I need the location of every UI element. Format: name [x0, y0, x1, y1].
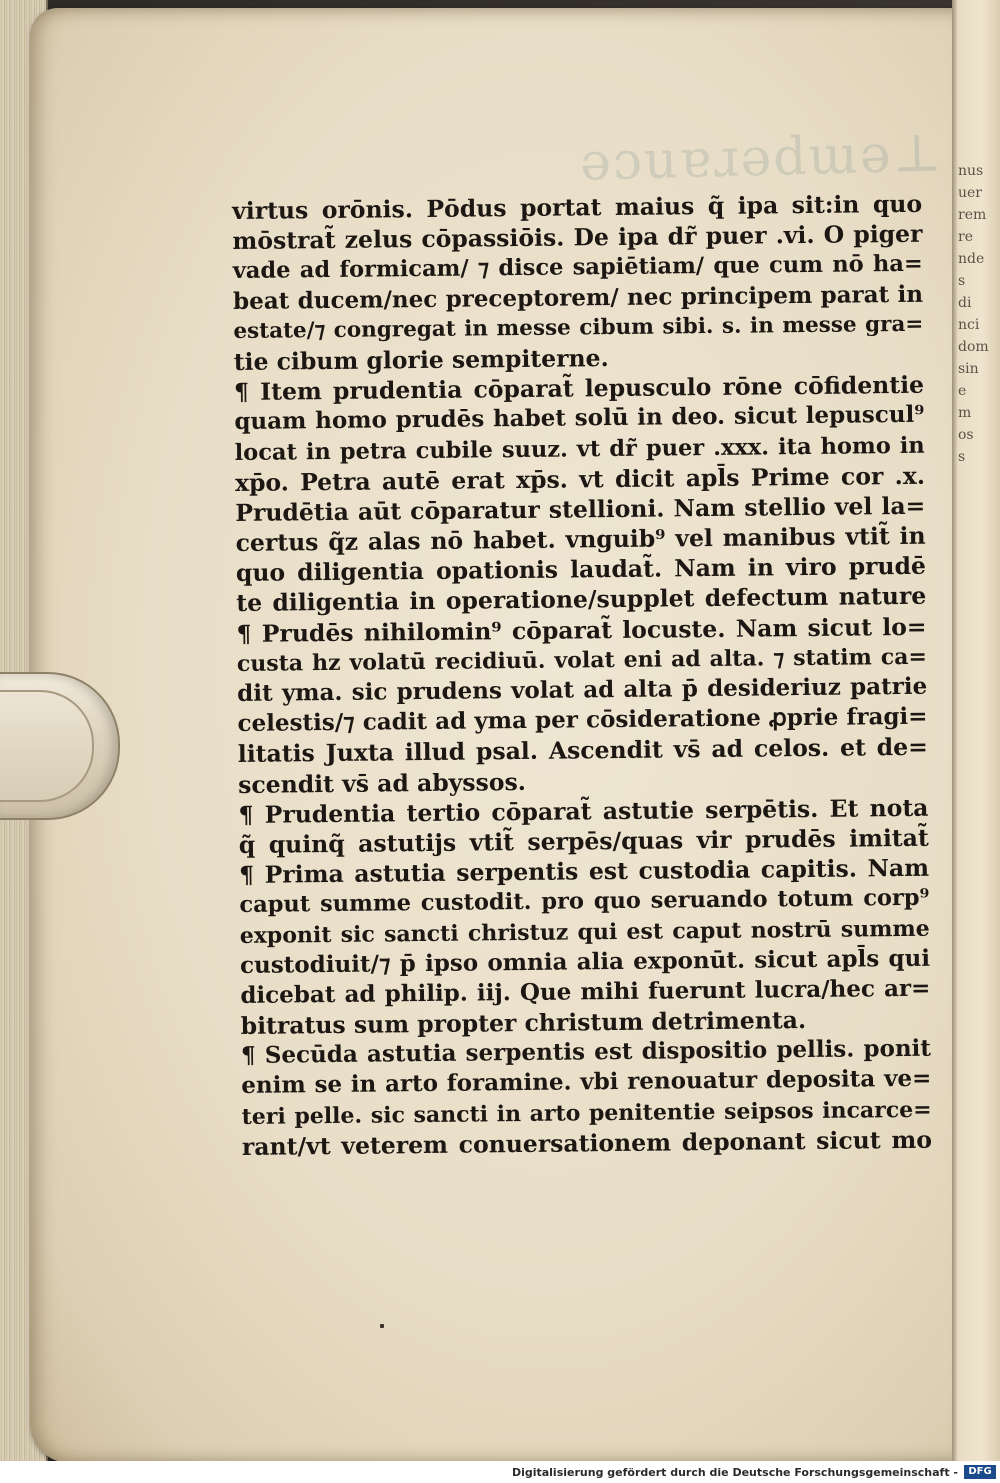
footer-bar: [0, 1461, 1000, 1483]
text-line: certus q̃z alas nō habet. vnguib⁹ vel manibus vtit̃ in: [235, 521, 926, 558]
text-line: ¶ Prudentia tertio cōparat̃ astutie serpētis. Et nota: [238, 793, 929, 829]
dfg-logo: DFG: [964, 1465, 996, 1479]
text-line: bitratus sum propter christum detrimenta.: [240, 1006, 807, 1041]
facing-page-edge: [952, 0, 1000, 1470]
text-line: locat in petra cubile suuz. vt dr̃ puer .xxx. ita homo in: [234, 432, 925, 466]
text-line: custodiuit/⁊ p̄ ipso omnia alia exponūt. sicut apl̄s qui: [239, 944, 931, 979]
text-line: quam homo prudēs habet solū in deo. sicut lepuscul⁹: [234, 401, 925, 436]
text-line: ¶ Secūda astutia serpentis est dispositio pellis. ponit: [240, 1034, 932, 1070]
text-line: tie cibum glorie sempiterne.: [233, 344, 609, 376]
text-line: litatis Juxta illud psal. Ascendit vs̄ ad celos. et de=: [237, 733, 928, 769]
text-line: rant/vt veterem conuersationem deponant sicut mo: [241, 1125, 933, 1161]
printed-text-block: [232, 189, 932, 1162]
text-line: dit yma. sic prudens volat ad alta p̄ desideriuz patrie: [237, 672, 928, 707]
text-line: te diligentia in operatione/supplet defectum nature: [236, 582, 927, 618]
text-line: ¶ Prima astutia serpentis est custodia capitis. Nam: [238, 853, 930, 890]
text-line: estate/⁊ congregat in messe cibum sibi. s. in messe gra=: [233, 311, 924, 344]
ink-speck: [380, 1324, 384, 1328]
text-line: q̃ quinq̃ astutijs vtit̃ serpēs/quas vir prudēs imitat̃: [238, 823, 929, 859]
text-line: celestis/⁊ cadit ad yma per cōsideratione ꝓprie fragi=: [237, 702, 928, 738]
text-line: custa hz volatū recidiuū. volat eni ad alta. ⁊ statim ca=: [236, 643, 927, 677]
text-line: scendit vs̄ ad abyssos.: [238, 767, 527, 799]
bleed-through-heading: ǝɔuɐɹǝdɯǝ⊥: [579, 123, 945, 193]
text-line: quo diligentia opationis laudat̃. Nam in viro prudē: [235, 552, 927, 588]
text-line: enim se in arto foramine. vbi renouatur deposita ve=: [241, 1065, 932, 1100]
text-line: mōstrat̃ zelus cōpassiōis. De ipa dr̃ puer .vi. O piger: [232, 219, 923, 256]
text-line: beat ducem/nec preceptorem/ nec principem parat in: [232, 280, 924, 315]
facing-page-margin-text: nus uer rem re nde s di nci dom sin e m os s: [958, 163, 989, 465]
text-line: ¶ Item prudentia cōparat̃ lepusculo rōne cōfidentie: [233, 370, 925, 407]
text-line: vade ad formicam/ ⁊ disce sapiētiam/ que cum nō ha=: [232, 251, 923, 285]
text-line: caput summe custodit. pro quo seruando totum corp⁹: [239, 885, 930, 919]
text-line: Prudētia aūt cōparatur stellioni. Nam stellio vel la=: [235, 491, 926, 527]
text-line: virtus orōnis. Pōdus portat maius q̃ ipa sit:in quo: [232, 189, 923, 225]
text-line: dicebat ad philip. iij. Que mihi fuerunt lucra/hec ar=: [240, 974, 931, 1009]
text-line: exponit sic sancti christuz qui est caput nostrū summe: [239, 915, 930, 949]
book-clasp-inner: [0, 690, 94, 802]
text-line: xp̄o. Petra autē erat xp̄s. vt dicit apl̄s Prime cor .x.: [234, 461, 926, 497]
text-line: ¶ Prudēs nihilomin⁹ cōparat̃ locuste. Nam sicut lo=: [236, 612, 927, 648]
footer-credit: Digitalisierung gefördert durch die Deutsche Forschungsgemeinschaft -: [511, 1466, 958, 1479]
text-line: teri pelle. sic sancti in arto penitentie seipsos incarce=: [241, 1096, 932, 1130]
